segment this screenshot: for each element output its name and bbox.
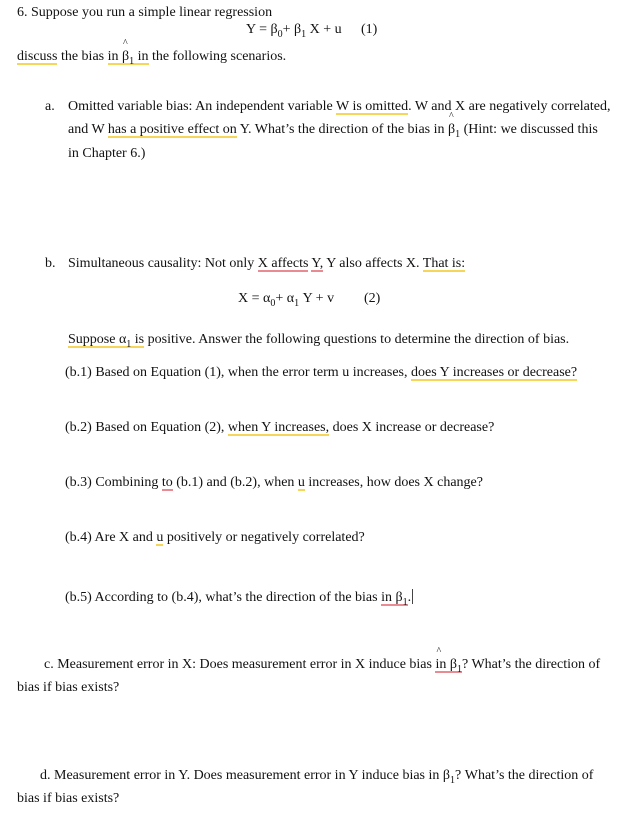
question-b5: (b.5) According to (b.4), what’s the direction of the bias in $\beta_1$. <box>65 590 412 608</box>
part-b-suppose: Suppose $\alpha_1$ is positive. Answer the following questions to determine the direction of bias. <box>68 332 570 350</box>
equation-2-label: (2) <box>364 291 381 306</box>
part-d-line-2: bias if bias exists? <box>17 791 120 806</box>
part-c-line-1: c. Measurement error in X: Does measurement error in X induce bias ^ in $\beta_1$? What’s the direction of <box>44 656 600 674</box>
part-d-line-1: d. Measurement error in Y. Does measurement error in Y induce bias in $\beta_1$? What’s the direction of <box>40 768 594 786</box>
part-a-line-2: and W has a positive effect on Y. What’s the direction of the bias in ^ $\beta_1$ (Hint: we discussed this <box>68 121 598 139</box>
question-heading: 6. Suppose you run a simple linear regression <box>17 5 273 20</box>
question-b3: (b.3) Combining to (b.1) and (b.2), when u increases, how does X change? <box>65 475 483 490</box>
part-a-marker: a. <box>45 99 55 114</box>
part-b-marker: b. <box>45 256 56 271</box>
part-a-line-3: in Chapter 6.) <box>68 146 146 161</box>
part-b-line-1: Simultaneous causality: Not only X affects Y, Y also affects X. That is: <box>68 256 466 271</box>
intro-line: discuss the bias in ^ $\beta_1$ in the following scenarios. <box>17 48 286 66</box>
equation-1-label: (1) <box>361 22 378 37</box>
question-b4: (b.4) Are X and u positively or negatively correlated? <box>65 530 365 545</box>
text-cursor <box>412 589 413 604</box>
equation-1: $Y = \beta_0+ \beta_1$ X + u <box>246 22 342 40</box>
part-a-line-1: Omitted variable bias: An independent variable W is omitted. W and X are negatively correlated, <box>68 99 611 114</box>
question-b2: (b.2) Based on Equation (2), when Y increases, does X increase or decrease? <box>65 420 495 435</box>
part-c-line-2: bias if bias exists? <box>17 680 120 695</box>
question-b1: (b.1) Based on Equation (1), when the error term u increases, does Y increases or decrease? <box>65 365 578 380</box>
equation-2: $X = \alpha_0+ \alpha_1$ Y + v <box>238 291 335 309</box>
